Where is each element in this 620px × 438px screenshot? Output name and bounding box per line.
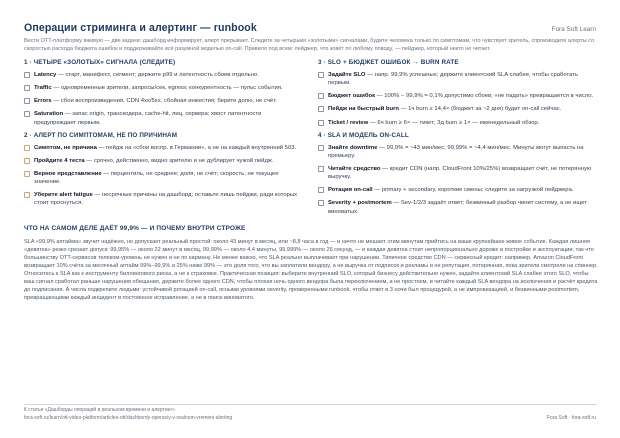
checkbox[interactable] [24, 98, 30, 104]
checklist-item-text [328, 71, 596, 87]
checklist-item [24, 84, 302, 92]
checklist-item-text [34, 110, 302, 126]
checkbox[interactable] [318, 93, 324, 99]
checklist-item [318, 165, 596, 181]
checkbox[interactable] [318, 120, 324, 126]
section-title-sla-oncall: 4 · SLA И МОДЕЛЬ ON-CALL [318, 131, 409, 139]
checklist-item-term: Latency [34, 72, 57, 79]
checkbox[interactable] [24, 192, 30, 198]
checklist-item-text [34, 191, 302, 207]
checklist-item-desc: — срочно, действенно, видно зрителю и не дублирует чужой пейдж. [84, 157, 274, 164]
checklist-item-desc: — перцентиль, не среднее; доля, не счёт; скорость, не текущее значение. [34, 171, 279, 186]
checklist-item-text [328, 92, 593, 100]
checklist-item-text [328, 165, 596, 181]
checklist-item [24, 71, 302, 79]
checklist-item-term: Задайте SLO [328, 72, 366, 79]
checklist-item-desc: — запас origin, транскодера, cache-hit, лиц, сервера; хвост латентности предупреждает первым. [34, 111, 262, 126]
checklist-item [24, 144, 302, 152]
checklist-item-text [34, 170, 302, 186]
page-footer [24, 404, 596, 422]
checklist-item-term: Пройдите 4 теста [34, 157, 85, 164]
brand-label: Fora Soft Learn [551, 26, 596, 33]
checklist-item-term: Errors [34, 98, 52, 105]
checklist-item-desc: — старт, манифест, сегмент; держите p99 и латентность сбоев отдельно. [56, 72, 259, 79]
nines-paragraph: SLA «99,9% аптайма» звучит надёжно, но допускает реальный простой: около 43 минут в месяц, или ~8,8 часа в год — и ничто не мешает этим минутам прийтись на ваше крупнейшее живое событие. Каждая лишняя «девятка» резко срезает допуск: 99,95% — около 22 минут в месяц, 99,99% — около 4,4 минуты, 99,999% — около 26 секунд, — и каждая девятка стоит непропорционально дороже в постройке и эксплуатации, так что большинству OTT-сервисов телеком-уровень не нужен и не по карману. Не менее важно, что SLA реально выплачивает при нарушении. Типичное средство CDN — сервисный кредит: например, Amazon CloudFront возвращает 10% счёта за месячный аптайм 99%–99,9% и 25% ниже 99% — это доля того, что вы заплатили вендору, а не выручка от подписок и рекламы и не репутация, потерянная, пока зрители смотрели на спиннер. Относитесь к SLA как к инструменту биллингового риска, а не к страховке. Практическая позиция: выберите внутренний SLO, который бизнесу действительно нужен, задайте клиентский SLA слабее этого SLO, чтобы ваш сигнал сработал раньше нарушения обещания, держите более одного CDN, чтобы плохая ночь одного вендора была переключением, а не простоем, и читайте каждый SLA вендора на исключения и расчёт кредита до подписания. А числа подкрепите людьми: устойчивой ротацией on-call, ясными уровнями severity, проверенными runbook, чтобы ответ в 3 ночи был процедурой, а не импровизацией, и безвинными postmortem, превращающими каждый инцидент в постоянное исправление, а не в поиск виноватого. [24, 238, 598, 301]
checklist-item [318, 105, 596, 113]
checkbox[interactable] [24, 85, 30, 91]
checklist-item [24, 110, 302, 126]
checkbox[interactable] [318, 145, 324, 151]
checklist-item-desc: — пейдж на «сбои воспр. в Германии», а не на каждый внутренний 503. [96, 144, 297, 151]
checklist-item-text [328, 199, 596, 215]
intro-text: Вести OTT-платформу вживую — две задачи: дашборд информирует, алерт прерывает. Следите за четырьмя «золотыми» сигналами, будите человека только по симптомам, что чувствует зритель, спроизводите алерты со скоростью расхода бюджета ошибок и поддерживайте всё разумной моделью on-call. Правило под всем: пейджер, что зовёт по любому поводу, — пейджер, который никто не читает. [24, 38, 595, 52]
checklist-item-text [328, 144, 596, 160]
checklist-item-desc: — несрочные причины на дашборд; оставьте лишь пейджи, ради которых стоит проснуться. [34, 192, 298, 207]
checklist-item-term: Верное представление [34, 171, 102, 178]
checkbox[interactable] [24, 158, 30, 164]
section-title-nines: ЧТО НА САМОМ ДЕЛЕ ДАЁТ 99,9% — И ПОЧЕМУ ВНУТРИ СТРОЖЕ [24, 224, 246, 232]
sla-oncall-list [318, 144, 596, 216]
footer-source: К статье «Дашборды операций в реальном времени и алертинг» [24, 407, 176, 413]
footer-site: Fora Soft · fora-soft.ru [546, 414, 596, 421]
checklist-item-term: Пейдж на быстрый burn [328, 106, 399, 113]
checklist-item [24, 191, 302, 207]
page-header [24, 22, 596, 34]
checklist-item-desc: — 1ч burn ≥ 14,4× (бюджет за ~2 дня) будит on-call сейчас. [398, 106, 562, 113]
section-title-slo-burn-rate: 3 · SLO + БЮДЖЕТ ОШИБОК → BURN RATE [318, 59, 459, 67]
checklist-item-term: Симптом, не причина [34, 144, 97, 151]
checkbox[interactable] [318, 200, 324, 206]
checklist-item [318, 144, 596, 160]
checklist-item [318, 92, 596, 100]
checklist-item-text [34, 84, 283, 92]
golden-signals-list [24, 71, 302, 127]
checklist-item-term: Ротация on-call [328, 187, 373, 194]
checklist-item-term: Бюджет ошибок [328, 93, 376, 100]
checklist-item [24, 157, 302, 165]
checkbox[interactable] [24, 171, 30, 177]
checkbox[interactable] [318, 166, 324, 172]
left-column [24, 59, 302, 221]
checklist-columns [24, 59, 596, 221]
checklist-item [318, 119, 596, 127]
checklist-item-text [34, 97, 277, 105]
checklist-item-text [328, 186, 573, 194]
checkbox[interactable] [318, 106, 324, 112]
checklist-item-text [34, 71, 259, 79]
checklist-item-desc: — 100% − 99,9% = 0,1% допустимо сбоев; «не падать» превращается в число. [375, 93, 594, 100]
checklist-item-text [328, 119, 539, 127]
checklist-item [318, 186, 596, 194]
right-column [318, 59, 596, 221]
checklist-item-desc: — напр. 99,9% успешных; держите клиентский SLA слабее, чтобы сработать первым. [328, 72, 579, 87]
checklist-item [24, 97, 302, 105]
checklist-item-desc: — 99,9% = ~43 мин/мес; 99,99% = ~4,4 мин/мес. Минуты могут выпасть на премьеру. [328, 144, 584, 159]
symptom-alerting-list [24, 144, 302, 208]
checklist-item-desc: — одновременные зрители, запросы/сек, egress; конкурентность — пульс события. [51, 85, 283, 92]
checklist-item-term: Severity + postmortem [328, 200, 392, 207]
checkbox[interactable] [318, 72, 324, 78]
section-title-symptoms: 2 · АЛЕРТ ПО СИМПТОМАМ, НЕ ПО ПРИЧИНАМ [24, 131, 178, 139]
footer-url: fora-soft.ru/learn/ott-video-platform/articles-ott/dashbordy-operaciy-v-realnom-vremeni-alerting [24, 414, 233, 421]
page-title: Операции стриминга и алертинг — runbook [24, 22, 257, 34]
section-title-golden-signals: 1 · ЧЕТЫРЕ «ЗОЛОТЫХ» СИГНАЛА (СЛЕДИТЕ) [24, 59, 176, 67]
checkbox[interactable] [24, 111, 30, 117]
checklist-item [24, 170, 302, 186]
checklist-item-desc: — Sev-1/2/3 задаёт ответ; безвинный разбор чинит систему, а не ищет виноватых. [328, 200, 587, 215]
checklist-item-desc: — кредит CDN (напр. CloudFront 10%/25%) возвращает счёт, не потерянную выручку. [328, 166, 592, 181]
checkbox[interactable] [318, 187, 324, 193]
checklist-item-desc: — primary + secondary, короткие смены; следите за нагрузкой пейджера. [372, 187, 574, 194]
checkbox[interactable] [24, 145, 30, 151]
checklist-item-term: Ticket / review [328, 119, 369, 126]
checklist-item-term: Traffic [34, 85, 52, 92]
checklist-item-term: Saturation [34, 111, 64, 118]
checklist-item-desc: — сбои воспроизведения, CDN 4xx/5xx, сбойная инжестия; берите долю, не счёт. [51, 98, 277, 105]
checklist-item-text [328, 105, 561, 113]
checklist-item-term: Читайте средство [328, 166, 381, 173]
checkbox[interactable] [24, 72, 30, 78]
checklist-item-desc: — 6ч burn ≥ 6× — тикет; 3д burn ≥ 1× — еженедельный обзор. [368, 119, 540, 126]
checklist-item [318, 71, 596, 87]
checklist-item-term: Уберите alert fatigue [34, 192, 93, 199]
slo-burn-rate-list [318, 71, 596, 127]
checklist-item-text [34, 144, 296, 152]
checklist-item-text [34, 157, 273, 165]
checklist-item-term: Знайте downtime [328, 144, 378, 151]
checklist-item [318, 199, 596, 215]
